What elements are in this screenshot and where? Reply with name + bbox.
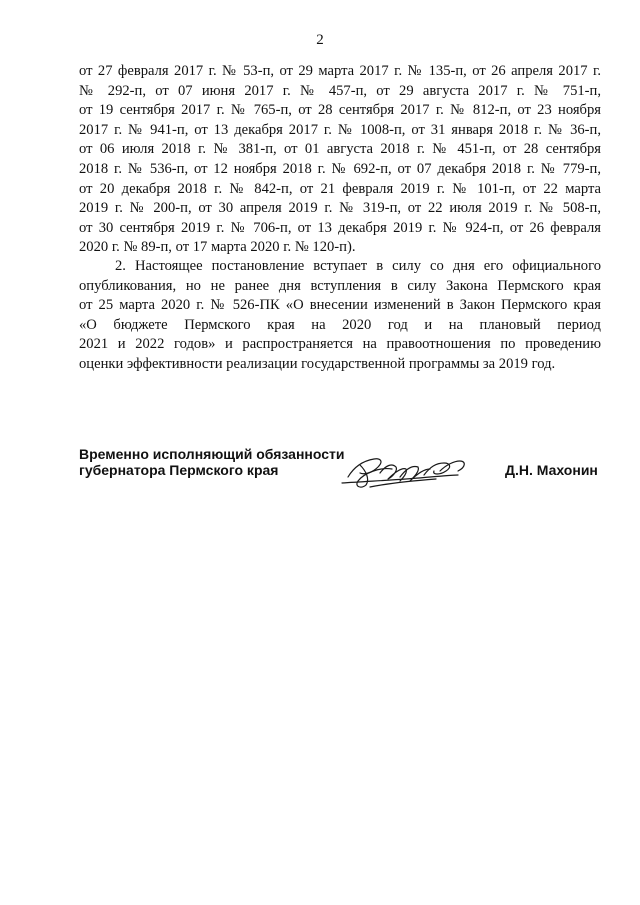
signatory-position-line: губернатора Пермского края xyxy=(79,462,279,478)
handwritten-signature xyxy=(340,447,475,493)
text-line: от 19 сентября 2017 г. № 765-п, от 28 сентября 2017 г. № 812-п, от 23 ноября xyxy=(79,102,601,119)
text-line: № 292-п, от 07 июня 2017 г. № 457-п, от 29 августа 2017 г. № 751-п, xyxy=(79,82,601,99)
text-line: 2021 и 2022 годов» и распространяется на правоотношения по проведению xyxy=(79,336,601,353)
signatory-name: Д.Н. Махонин xyxy=(505,462,598,478)
text-line: 2018 г. № 536-п, от 12 ноября 2018 г. № 692-п, от 07 декабря 2018 г. № 779-п, xyxy=(79,160,601,177)
text-line: «О бюджете Пермского края на 2020 год и на плановый период xyxy=(79,316,601,333)
text-line: 2017 г. № 941-п, от 13 декабря 2017 г. № 1008-п, от 31 января 2018 г. № 36-п, xyxy=(79,121,601,138)
text-line: от 25 марта 2020 г. № 526-ПК «О внесении изменений в Закон Пермского края xyxy=(79,297,601,314)
text-line: от 27 февраля 2017 г. № 53-п, от 29 марта 2017 г. № 135-п, от 26 апреля 2017 г. xyxy=(79,63,601,79)
text-line: от 20 декабря 2018 г. № 842-п, от 21 февраля 2019 г. № 101-п, от 22 марта xyxy=(79,180,601,197)
text-line: 2. Настоящее постановление вступает в силу со дня его официального xyxy=(115,258,601,274)
paragraph-amendments-list xyxy=(79,62,601,258)
paragraph-effective-date xyxy=(79,257,601,375)
signatory-position xyxy=(79,446,344,478)
signatory-position-line: Временно исполняющий обязанности xyxy=(79,446,345,462)
text-line: от 30 сентября 2019 г. № 706-п, от 13 декабря 2019 г. № 924-п, от 26 февраля xyxy=(79,219,601,236)
text-line: 2020 г. № 89-п, от 17 марта 2020 г. № 120-п). xyxy=(79,239,356,256)
text-line: оценки эффективности реализации государственной программы за 2019 год. xyxy=(79,355,556,372)
page-number: 2 xyxy=(316,32,324,48)
text-line: опубликования, но не ранее дня вступления в силу Закона Пермского края xyxy=(79,277,601,294)
text-line: от 06 июля 2018 г. № 381-п, от 01 августа 2018 г. № 451-п, от 28 сентября xyxy=(79,141,601,158)
text-line: 2019 г. № 200-п, от 30 апреля 2019 г. № 319-п, от 22 июля 2019 г. № 508-п, xyxy=(79,200,601,217)
